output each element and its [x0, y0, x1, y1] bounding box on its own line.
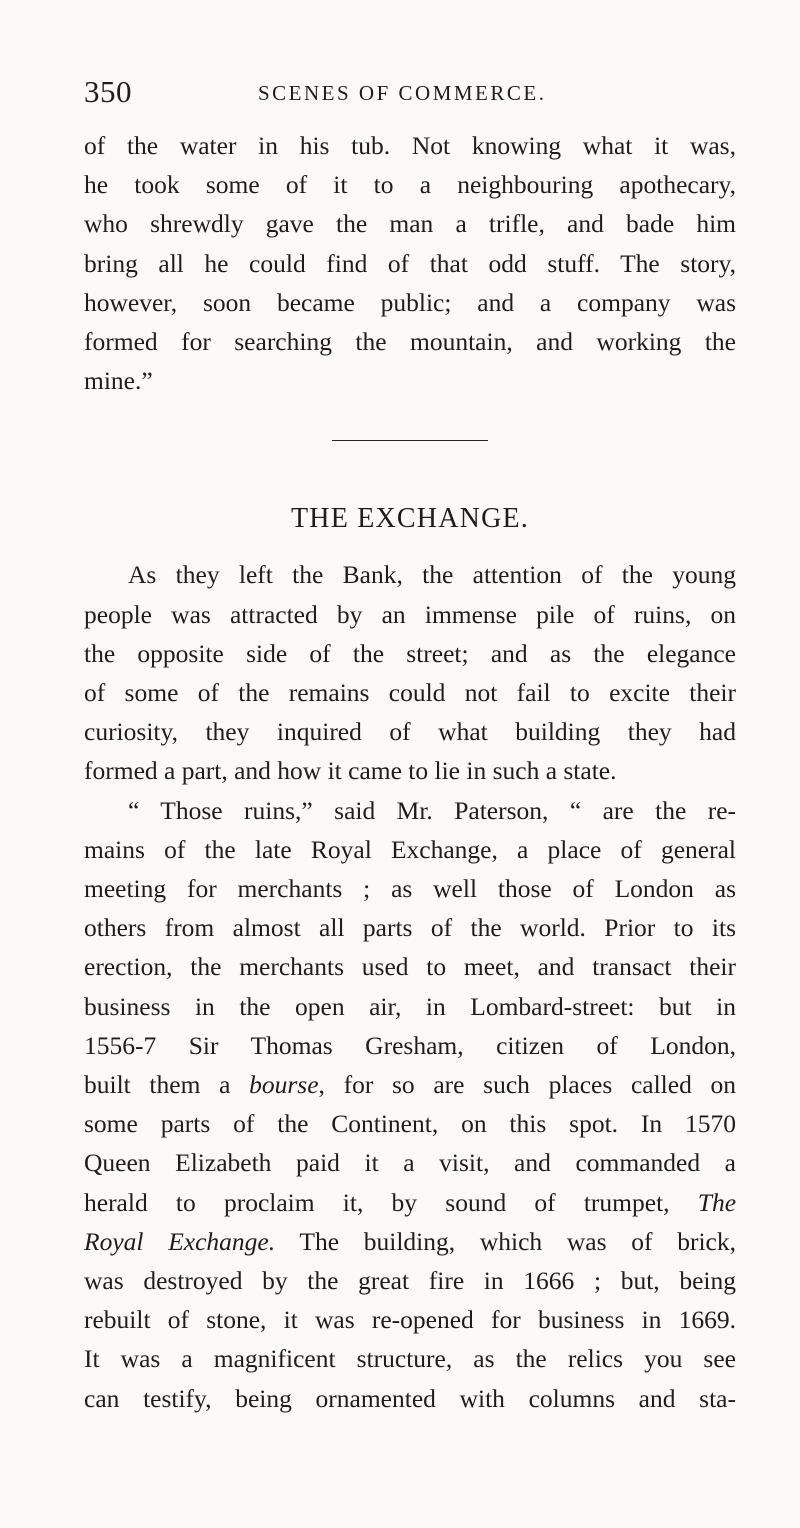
- italic-title-royal-exchange: Royal Exchange.: [84, 1226, 276, 1256]
- page-number: 350: [84, 74, 132, 109]
- text-line: meeting for merchants ; as well those of London as: [84, 874, 736, 904]
- text-line-with-italic: [84, 1222, 736, 1261]
- italic-title-the: The: [697, 1187, 737, 1217]
- text-line: business in the open air, in Lombard-street: but in: [84, 991, 736, 1021]
- text-line: “ Those ruins,” said Mr. Paterson, “ are the re-: [128, 795, 736, 825]
- text-line: 1556-7 Sir Thomas Gresham, citizen of London,: [84, 1030, 736, 1060]
- paragraph-continuation: [84, 126, 736, 400]
- text-line: mine.”: [84, 366, 153, 396]
- text-line: bring all he could find of that odd stuff. The story,: [84, 248, 736, 278]
- text-line: curiosity, they inquired of what building they had: [84, 717, 736, 747]
- section-divider: [332, 440, 488, 441]
- text-line: rebuilt of stone, it was re-opened for business in 1669.: [84, 1305, 736, 1335]
- text-line: As they left the Bank, the attention of the young: [128, 560, 736, 590]
- text-line: mains of the late Royal Exchange, a place of general: [84, 834, 736, 864]
- text-line: formed a part, and how it came to lie in such a state.: [84, 756, 617, 786]
- text-line: people was attracted by an immense pile of ruins, on: [84, 599, 736, 629]
- text-line: formed for searching the mountain, and working the: [84, 327, 736, 357]
- text-line: who shrewdly gave the man a trifle, and bade him: [84, 209, 736, 239]
- text-line: can testify, being ornamented with columns and sta-: [84, 1383, 736, 1413]
- text-line: some parts of the Continent, on this spot. In 1570: [84, 1109, 736, 1139]
- text-line: was destroyed by the great fire in 1666 ; but, being: [84, 1266, 736, 1296]
- text-line: erection, the merchants used to meet, and transact their: [84, 952, 736, 982]
- italic-term-bourse: bourse: [249, 1070, 319, 1100]
- running-title: SCENES OF COMMERCE.: [258, 81, 547, 105]
- paragraph-dialogue: [84, 791, 736, 1418]
- text-line: he took some of it to a neighbouring apothecary,: [84, 170, 736, 200]
- text-line: Queen Elizabeth paid it a visit, and commanded a: [84, 1148, 736, 1178]
- text-fragment: herald to proclaim it, by sound of trumpet,: [84, 1187, 670, 1217]
- section-title: THE EXCHANGE.: [290, 503, 529, 535]
- body-text: [84, 126, 736, 1418]
- text-line: It was a magnificent structure, as the relics you see: [84, 1344, 736, 1374]
- paragraph-intro: [84, 555, 736, 790]
- text-fragment: built them a: [84, 1070, 231, 1100]
- page-header: [84, 74, 734, 114]
- text-line: of the water in his tub. Not knowing what it was,: [84, 131, 736, 160]
- text-line: the opposite side of the street; and as the elegance: [84, 638, 736, 668]
- text-line: of some of the remains could not fail to excite their: [84, 678, 736, 708]
- text-line-with-italic: [84, 1183, 736, 1222]
- text-line: however, soon became public; and a company was: [84, 287, 736, 317]
- text-line: others from almost all parts of the world. Prior to its: [84, 913, 736, 943]
- text-line-with-italic: [84, 1065, 736, 1104]
- text-fragment: The building, which was of brick,: [299, 1226, 736, 1256]
- text-fragment: , for so are such places called on: [318, 1070, 737, 1100]
